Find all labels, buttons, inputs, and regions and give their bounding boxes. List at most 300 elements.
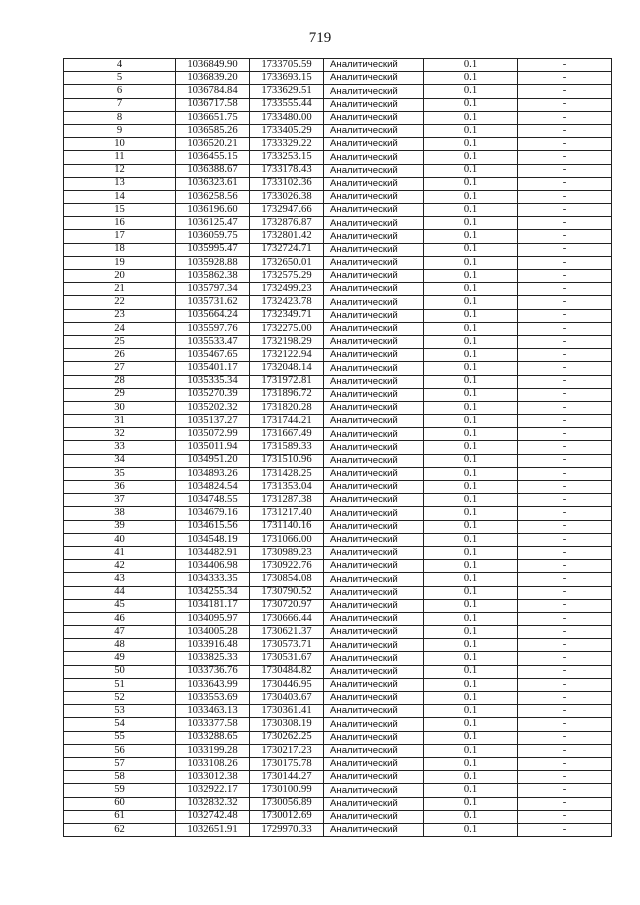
- note-cell: -: [518, 507, 612, 520]
- y-coordinate-cell: 1732275.00: [250, 322, 324, 335]
- note-cell: -: [518, 309, 612, 322]
- method-cell: Аналитический: [324, 507, 424, 520]
- point-number-cell: 47: [64, 626, 176, 639]
- method-cell: Аналитический: [324, 349, 424, 362]
- accuracy-cell: 0.1: [424, 322, 518, 335]
- table-row: [64, 283, 612, 296]
- x-coordinate-cell: 1035995.47: [176, 243, 250, 256]
- y-coordinate-cell: 1731353.04: [250, 481, 324, 494]
- method-cell: Аналитический: [324, 757, 424, 770]
- point-number-cell: 54: [64, 718, 176, 731]
- table-row: [64, 520, 612, 533]
- point-number-cell: 41: [64, 546, 176, 559]
- y-coordinate-cell: 1730484.82: [250, 665, 324, 678]
- x-coordinate-cell: 1033463.13: [176, 705, 250, 718]
- y-coordinate-cell: 1731287.38: [250, 494, 324, 507]
- note-cell: -: [518, 270, 612, 283]
- x-coordinate-cell: 1034548.19: [176, 533, 250, 546]
- method-cell: Аналитический: [324, 230, 424, 243]
- point-number-cell: 28: [64, 375, 176, 388]
- y-coordinate-cell: 1733705.59: [250, 59, 324, 72]
- method-cell: Аналитический: [324, 692, 424, 705]
- y-coordinate-cell: 1732650.01: [250, 256, 324, 269]
- x-coordinate-cell: 1035011.94: [176, 441, 250, 454]
- point-number-cell: 61: [64, 810, 176, 823]
- note-cell: -: [518, 599, 612, 612]
- method-cell: Аналитический: [324, 744, 424, 757]
- note-cell: -: [518, 151, 612, 164]
- y-coordinate-cell: 1733026.38: [250, 190, 324, 203]
- x-coordinate-cell: 1033377.58: [176, 718, 250, 731]
- point-number-cell: 15: [64, 204, 176, 217]
- x-coordinate-cell: 1033643.99: [176, 678, 250, 691]
- x-coordinate-cell: 1034748.55: [176, 494, 250, 507]
- method-cell: Аналитический: [324, 441, 424, 454]
- accuracy-cell: 0.1: [424, 375, 518, 388]
- y-coordinate-cell: 1732575.29: [250, 270, 324, 283]
- note-cell: -: [518, 481, 612, 494]
- note-cell: -: [518, 652, 612, 665]
- method-cell: Аналитический: [324, 731, 424, 744]
- y-coordinate-cell: 1730056.89: [250, 797, 324, 810]
- table-row: [64, 322, 612, 335]
- table-row: [64, 98, 612, 111]
- coordinates-table-body: [64, 59, 612, 837]
- y-coordinate-cell: 1731428.25: [250, 467, 324, 480]
- point-number-cell: 18: [64, 243, 176, 256]
- point-number-cell: 10: [64, 138, 176, 151]
- accuracy-cell: 0.1: [424, 428, 518, 441]
- point-number-cell: 42: [64, 560, 176, 573]
- accuracy-cell: 0.1: [424, 454, 518, 467]
- method-cell: Аналитический: [324, 362, 424, 375]
- table-row: [64, 560, 612, 573]
- note-cell: -: [518, 428, 612, 441]
- table-row: [64, 810, 612, 823]
- point-number-cell: 40: [64, 533, 176, 546]
- point-number-cell: 24: [64, 322, 176, 335]
- y-coordinate-cell: 1731744.21: [250, 415, 324, 428]
- x-coordinate-cell: 1034406.98: [176, 560, 250, 573]
- table-row: [64, 375, 612, 388]
- x-coordinate-cell: 1036717.58: [176, 98, 250, 111]
- method-cell: Аналитический: [324, 124, 424, 137]
- x-coordinate-cell: 1035270.39: [176, 388, 250, 401]
- point-number-cell: 38: [64, 507, 176, 520]
- table-row: [64, 718, 612, 731]
- y-coordinate-cell: 1732349.71: [250, 309, 324, 322]
- point-number-cell: 11: [64, 151, 176, 164]
- accuracy-cell: 0.1: [424, 520, 518, 533]
- note-cell: -: [518, 612, 612, 625]
- note-cell: -: [518, 217, 612, 230]
- accuracy-cell: 0.1: [424, 665, 518, 678]
- y-coordinate-cell: 1730621.37: [250, 626, 324, 639]
- note-cell: -: [518, 771, 612, 784]
- y-coordinate-cell: 1731667.49: [250, 428, 324, 441]
- y-coordinate-cell: 1732947.66: [250, 204, 324, 217]
- y-coordinate-cell: 1730989.23: [250, 546, 324, 559]
- x-coordinate-cell: 1035202.32: [176, 401, 250, 414]
- y-coordinate-cell: 1730012.69: [250, 810, 324, 823]
- note-cell: -: [518, 533, 612, 546]
- y-coordinate-cell: 1730175.78: [250, 757, 324, 770]
- point-number-cell: 30: [64, 401, 176, 414]
- point-number-cell: 23: [64, 309, 176, 322]
- point-number-cell: 17: [64, 230, 176, 243]
- note-cell: -: [518, 388, 612, 401]
- table-row: [64, 467, 612, 480]
- note-cell: -: [518, 718, 612, 731]
- table-row: [64, 177, 612, 190]
- accuracy-cell: 0.1: [424, 138, 518, 151]
- table-row: [64, 335, 612, 348]
- page-number: 719: [308, 30, 332, 46]
- table-row: [64, 138, 612, 151]
- method-cell: Аналитический: [324, 177, 424, 190]
- table-row: [64, 111, 612, 124]
- accuracy-cell: 0.1: [424, 204, 518, 217]
- method-cell: Аналитический: [324, 823, 424, 836]
- table-row: [64, 494, 612, 507]
- method-cell: Аналитический: [324, 784, 424, 797]
- method-cell: Аналитический: [324, 810, 424, 823]
- method-cell: Аналитический: [324, 335, 424, 348]
- table-row: [64, 757, 612, 770]
- accuracy-cell: 0.1: [424, 744, 518, 757]
- point-number-cell: 29: [64, 388, 176, 401]
- accuracy-cell: 0.1: [424, 72, 518, 85]
- x-coordinate-cell: 1035862.38: [176, 270, 250, 283]
- table-row: [64, 270, 612, 283]
- table-row: [64, 823, 612, 836]
- method-cell: Аналитический: [324, 612, 424, 625]
- point-number-cell: 48: [64, 639, 176, 652]
- point-number-cell: 51: [64, 678, 176, 691]
- x-coordinate-cell: 1034615.56: [176, 520, 250, 533]
- table-row: [64, 784, 612, 797]
- table-row: [64, 151, 612, 164]
- y-coordinate-cell: 1732724.71: [250, 243, 324, 256]
- note-cell: -: [518, 639, 612, 652]
- method-cell: Аналитический: [324, 599, 424, 612]
- accuracy-cell: 0.1: [424, 481, 518, 494]
- x-coordinate-cell: 1036839.20: [176, 72, 250, 85]
- table-row: [64, 204, 612, 217]
- table-row: [64, 388, 612, 401]
- note-cell: -: [518, 59, 612, 72]
- point-number-cell: 49: [64, 652, 176, 665]
- accuracy-cell: 0.1: [424, 626, 518, 639]
- y-coordinate-cell: 1731510.96: [250, 454, 324, 467]
- table-row: [64, 243, 612, 256]
- note-cell: -: [518, 190, 612, 203]
- table-row: [64, 626, 612, 639]
- x-coordinate-cell: 1036059.75: [176, 230, 250, 243]
- y-coordinate-cell: 1732801.42: [250, 230, 324, 243]
- point-number-cell: 57: [64, 757, 176, 770]
- note-cell: -: [518, 454, 612, 467]
- table-row: [64, 586, 612, 599]
- note-cell: -: [518, 401, 612, 414]
- note-cell: -: [518, 256, 612, 269]
- point-number-cell: 39: [64, 520, 176, 533]
- method-cell: Аналитический: [324, 256, 424, 269]
- note-cell: -: [518, 678, 612, 691]
- point-number-cell: 56: [64, 744, 176, 757]
- accuracy-cell: 0.1: [424, 652, 518, 665]
- x-coordinate-cell: 1035928.88: [176, 256, 250, 269]
- method-cell: Аналитический: [324, 322, 424, 335]
- accuracy-cell: 0.1: [424, 177, 518, 190]
- y-coordinate-cell: 1730573.71: [250, 639, 324, 652]
- note-cell: -: [518, 322, 612, 335]
- table-row: [64, 309, 612, 322]
- accuracy-cell: 0.1: [424, 731, 518, 744]
- note-cell: -: [518, 177, 612, 190]
- method-cell: Аналитический: [324, 151, 424, 164]
- accuracy-cell: 0.1: [424, 98, 518, 111]
- point-number-cell: 31: [64, 415, 176, 428]
- method-cell: Аналитический: [324, 705, 424, 718]
- x-coordinate-cell: 1033012.38: [176, 771, 250, 784]
- point-number-cell: 9: [64, 124, 176, 137]
- accuracy-cell: 0.1: [424, 388, 518, 401]
- accuracy-cell: 0.1: [424, 164, 518, 177]
- method-cell: Аналитический: [324, 98, 424, 111]
- accuracy-cell: 0.1: [424, 823, 518, 836]
- method-cell: Аналитический: [324, 494, 424, 507]
- note-cell: -: [518, 230, 612, 243]
- x-coordinate-cell: 1036455.15: [176, 151, 250, 164]
- x-coordinate-cell: 1036323.61: [176, 177, 250, 190]
- table-row: [64, 771, 612, 784]
- accuracy-cell: 0.1: [424, 362, 518, 375]
- method-cell: Аналитический: [324, 771, 424, 784]
- x-coordinate-cell: 1033736.76: [176, 665, 250, 678]
- accuracy-cell: 0.1: [424, 546, 518, 559]
- accuracy-cell: 0.1: [424, 705, 518, 718]
- table-row: [64, 573, 612, 586]
- y-coordinate-cell: 1731972.81: [250, 375, 324, 388]
- x-coordinate-cell: 1035731.62: [176, 296, 250, 309]
- note-cell: -: [518, 705, 612, 718]
- method-cell: Аналитический: [324, 533, 424, 546]
- method-cell: Аналитический: [324, 652, 424, 665]
- y-coordinate-cell: 1731896.72: [250, 388, 324, 401]
- y-coordinate-cell: 1730262.25: [250, 731, 324, 744]
- x-coordinate-cell: 1034005.28: [176, 626, 250, 639]
- point-number-cell: 34: [64, 454, 176, 467]
- y-coordinate-cell: 1730403.67: [250, 692, 324, 705]
- accuracy-cell: 0.1: [424, 810, 518, 823]
- y-coordinate-cell: 1732122.94: [250, 349, 324, 362]
- point-number-cell: 26: [64, 349, 176, 362]
- accuracy-cell: 0.1: [424, 151, 518, 164]
- accuracy-cell: 0.1: [424, 256, 518, 269]
- x-coordinate-cell: 1034095.97: [176, 612, 250, 625]
- table-row: [64, 652, 612, 665]
- y-coordinate-cell: 1733102.36: [250, 177, 324, 190]
- accuracy-cell: 0.1: [424, 230, 518, 243]
- note-cell: -: [518, 731, 612, 744]
- note-cell: -: [518, 415, 612, 428]
- accuracy-cell: 0.1: [424, 401, 518, 414]
- note-cell: -: [518, 296, 612, 309]
- x-coordinate-cell: 1033108.26: [176, 757, 250, 770]
- accuracy-cell: 0.1: [424, 797, 518, 810]
- method-cell: Аналитический: [324, 283, 424, 296]
- table-row: [64, 612, 612, 625]
- x-coordinate-cell: 1032832.32: [176, 797, 250, 810]
- y-coordinate-cell: 1730100.99: [250, 784, 324, 797]
- table-row: [64, 428, 612, 441]
- accuracy-cell: 0.1: [424, 678, 518, 691]
- point-number-cell: 14: [64, 190, 176, 203]
- note-cell: -: [518, 124, 612, 137]
- point-number-cell: 52: [64, 692, 176, 705]
- table-row: [64, 599, 612, 612]
- table-row: [64, 349, 612, 362]
- note-cell: -: [518, 692, 612, 705]
- accuracy-cell: 0.1: [424, 612, 518, 625]
- method-cell: Аналитический: [324, 428, 424, 441]
- y-coordinate-cell: 1730790.52: [250, 586, 324, 599]
- y-coordinate-cell: 1733405.29: [250, 124, 324, 137]
- point-number-cell: 37: [64, 494, 176, 507]
- x-coordinate-cell: 1034255.34: [176, 586, 250, 599]
- accuracy-cell: 0.1: [424, 494, 518, 507]
- table-row: [64, 441, 612, 454]
- method-cell: Аналитический: [324, 639, 424, 652]
- point-number-cell: 7: [64, 98, 176, 111]
- method-cell: Аналитический: [324, 388, 424, 401]
- table-row: [64, 415, 612, 428]
- x-coordinate-cell: 1034679.16: [176, 507, 250, 520]
- x-coordinate-cell: 1033288.65: [176, 731, 250, 744]
- point-number-cell: 35: [64, 467, 176, 480]
- method-cell: Аналитический: [324, 59, 424, 72]
- point-number-cell: 59: [64, 784, 176, 797]
- y-coordinate-cell: 1730720.97: [250, 599, 324, 612]
- point-number-cell: 58: [64, 771, 176, 784]
- note-cell: -: [518, 164, 612, 177]
- point-number-cell: 36: [64, 481, 176, 494]
- table-row: [64, 296, 612, 309]
- table-row: [64, 731, 612, 744]
- point-number-cell: 6: [64, 85, 176, 98]
- note-cell: -: [518, 335, 612, 348]
- x-coordinate-cell: 1033199.28: [176, 744, 250, 757]
- method-cell: Аналитический: [324, 481, 424, 494]
- x-coordinate-cell: 1034482.91: [176, 546, 250, 559]
- accuracy-cell: 0.1: [424, 349, 518, 362]
- table-row: [64, 401, 612, 414]
- table-row: [64, 217, 612, 230]
- point-number-cell: 43: [64, 573, 176, 586]
- note-cell: -: [518, 98, 612, 111]
- table-row: [64, 678, 612, 691]
- y-coordinate-cell: 1730922.76: [250, 560, 324, 573]
- table-row: [64, 692, 612, 705]
- method-cell: Аналитический: [324, 797, 424, 810]
- x-coordinate-cell: 1034951.20: [176, 454, 250, 467]
- note-cell: -: [518, 111, 612, 124]
- accuracy-cell: 0.1: [424, 533, 518, 546]
- note-cell: -: [518, 494, 612, 507]
- table-row: [64, 454, 612, 467]
- method-cell: Аналитический: [324, 718, 424, 731]
- note-cell: -: [518, 586, 612, 599]
- point-number-cell: 46: [64, 612, 176, 625]
- method-cell: Аналитический: [324, 85, 424, 98]
- accuracy-cell: 0.1: [424, 560, 518, 573]
- method-cell: Аналитический: [324, 401, 424, 414]
- method-cell: Аналитический: [324, 678, 424, 691]
- point-number-cell: 33: [64, 441, 176, 454]
- x-coordinate-cell: 1035797.34: [176, 283, 250, 296]
- x-coordinate-cell: 1036651.75: [176, 111, 250, 124]
- note-cell: -: [518, 283, 612, 296]
- table-row: [64, 507, 612, 520]
- x-coordinate-cell: 1036849.90: [176, 59, 250, 72]
- method-cell: Аналитический: [324, 190, 424, 203]
- x-coordinate-cell: 1036125.47: [176, 217, 250, 230]
- x-coordinate-cell: 1036388.67: [176, 164, 250, 177]
- point-number-cell: 25: [64, 335, 176, 348]
- accuracy-cell: 0.1: [424, 784, 518, 797]
- note-cell: -: [518, 375, 612, 388]
- point-number-cell: 62: [64, 823, 176, 836]
- y-coordinate-cell: 1733253.15: [250, 151, 324, 164]
- accuracy-cell: 0.1: [424, 599, 518, 612]
- x-coordinate-cell: 1032922.17: [176, 784, 250, 797]
- table-row: [64, 639, 612, 652]
- point-number-cell: 21: [64, 283, 176, 296]
- point-number-cell: 8: [64, 111, 176, 124]
- point-number-cell: 16: [64, 217, 176, 230]
- x-coordinate-cell: 1035533.47: [176, 335, 250, 348]
- accuracy-cell: 0.1: [424, 59, 518, 72]
- accuracy-cell: 0.1: [424, 124, 518, 137]
- y-coordinate-cell: 1732198.29: [250, 335, 324, 348]
- method-cell: Аналитический: [324, 586, 424, 599]
- x-coordinate-cell: 1035664.24: [176, 309, 250, 322]
- y-coordinate-cell: 1729970.33: [250, 823, 324, 836]
- method-cell: Аналитический: [324, 560, 424, 573]
- point-number-cell: 55: [64, 731, 176, 744]
- y-coordinate-cell: 1733555.44: [250, 98, 324, 111]
- method-cell: Аналитический: [324, 546, 424, 559]
- note-cell: -: [518, 546, 612, 559]
- table-row: [64, 546, 612, 559]
- method-cell: Аналитический: [324, 164, 424, 177]
- accuracy-cell: 0.1: [424, 85, 518, 98]
- y-coordinate-cell: 1731140.16: [250, 520, 324, 533]
- table-row: [64, 230, 612, 243]
- accuracy-cell: 0.1: [424, 467, 518, 480]
- y-coordinate-cell: 1733480.00: [250, 111, 324, 124]
- note-cell: -: [518, 744, 612, 757]
- accuracy-cell: 0.1: [424, 111, 518, 124]
- method-cell: Аналитический: [324, 309, 424, 322]
- table-row: [64, 59, 612, 72]
- y-coordinate-cell: 1733629.51: [250, 85, 324, 98]
- note-cell: -: [518, 784, 612, 797]
- y-coordinate-cell: 1732876.87: [250, 217, 324, 230]
- table-row: [64, 164, 612, 177]
- method-cell: Аналитический: [324, 467, 424, 480]
